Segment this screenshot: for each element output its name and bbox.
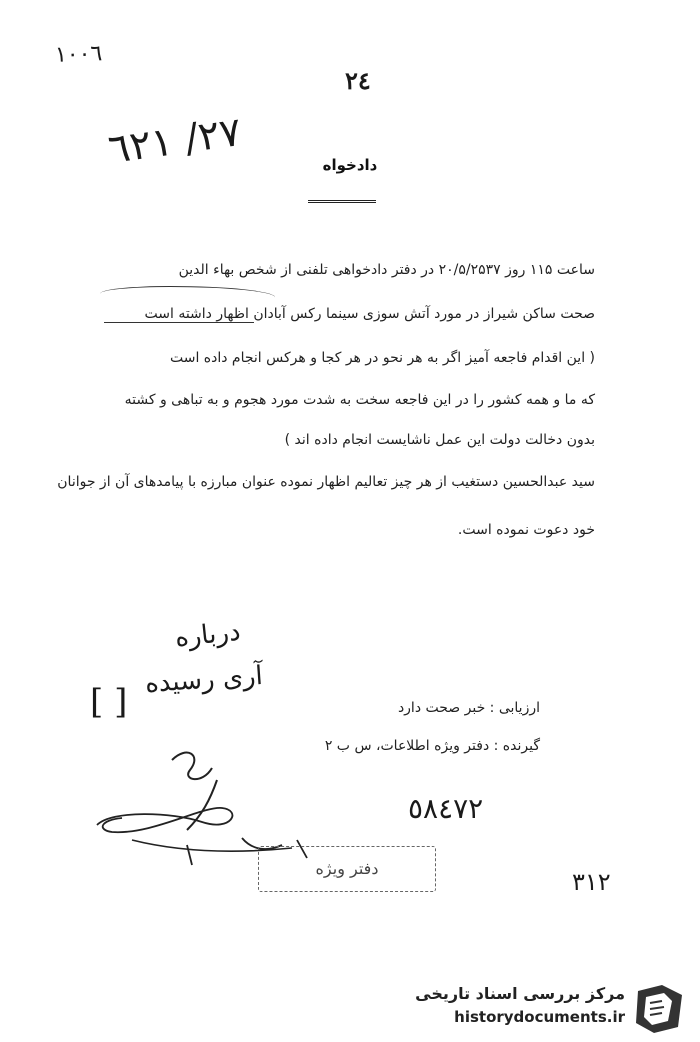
archive-logo-title: مرکز بررسی اسناد تاریخی	[415, 984, 625, 1003]
hand-underline-mark	[100, 286, 275, 305]
handwritten-bracket-mark: [ ]	[90, 682, 128, 722]
archive-logo-url: historydocuments.ir	[454, 1008, 625, 1026]
recipient-line: گیرنده : دفتر ویژه اطلاعات، س ب ۲	[324, 738, 540, 754]
body-line-4: که ما و همه کشور را در این فاجعه سخت به شدت مورد هجوم و به تباهی و کشته	[124, 392, 595, 408]
body-line-2: صحت ساکن شیراز در مورد آتش سوزی سینما رکس آبادان اظهار داشته است	[144, 306, 595, 322]
handwritten-note-1: درباره	[173, 616, 242, 654]
handwritten-reference-code: ٢٧/ ٦٢١	[105, 108, 245, 174]
heading-underline	[308, 200, 376, 203]
body-line-5: بدون دخالت دولت این عمل ناشایست انجام داده اند )	[284, 432, 595, 448]
rating-line: ارزیابی : خبر صحت دارد	[397, 700, 540, 716]
body-line-3: ( این اقدام فاجعه آمیز اگر به هر نحو در هر کجا و هرکس انجام داده است	[169, 350, 595, 366]
hand-underline-mark-2	[104, 322, 254, 323]
archive-logo-icon	[632, 983, 688, 1035]
top-left-handwritten-number: ١٠٠٦	[54, 41, 103, 68]
body-line-6: سید عبدالحسین دستغیب از هر چیز تعالیم اظهار نموده عنوان مبارزه با پیامدهای آن از جوانان	[57, 474, 595, 490]
page-number: ٢٤	[345, 66, 371, 95]
faded-stamp: دفتر ویژه	[258, 846, 436, 892]
handwritten-file-number: ٥٨٤٧٢	[408, 792, 484, 825]
body-line-1: ساعت ۱۱۵ روز ۲۰/۵/۲۵۳۷ در دفتر دادخواهی تلفنی از شخص بهاء الدین	[178, 262, 595, 278]
bottom-right-handwritten-code: ٣١٢	[572, 868, 611, 896]
document-heading: دادخواه	[322, 156, 378, 174]
handwritten-note-2: آری رسیده	[144, 660, 264, 700]
body-line-7: خود دعوت نموده است.	[457, 522, 595, 538]
